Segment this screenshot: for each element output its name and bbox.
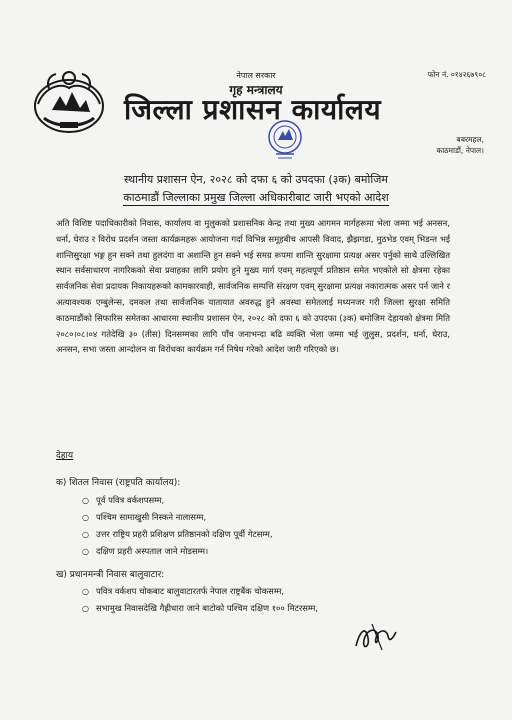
office-name: जिल्ला प्रशासन कार्यालय: [124, 93, 382, 126]
office-stamp-icon: [266, 118, 304, 162]
section-b-heading: ख) प्रधानमन्त्री निवास बालुवाटार:: [56, 570, 165, 580]
list-item: ○ उत्तर राष्ट्रिय प्रहरी प्रशिक्षण प्रतिष्ठानको दक्षिण पूर्वी गेटसम्म,: [82, 526, 273, 543]
address-line-2: काठमाडौं, नेपाल।: [436, 146, 484, 155]
document-title-line-1: स्थानीय प्रशासन ऐन, २०२८ को दफा ६ को उपदफा (३क) बमोजिम: [124, 173, 388, 186]
signature-icon: [352, 620, 400, 654]
list-item: ○ पवित्र वर्कशप चोकबाट बालुवाटारतर्फ नेपाल राष्ट्रबैंक चोकसम्म,: [82, 583, 318, 600]
address-line-1: बबरमहल,: [456, 135, 484, 144]
section-a-list: [82, 492, 273, 560]
list-item: ○ पूर्व पवित्र वर्कशपसम्म,: [82, 492, 273, 509]
reference-number: फोन नं. ०१४२६७९०८: [427, 70, 486, 79]
list-item: ○ पश्चिम सामाखुसी निस्कने नालासम्म,: [82, 509, 273, 526]
list-item: ○ दक्षिण प्रहरी अस्पताल जाने मोडसम्म।: [82, 543, 273, 560]
dehay-heading: देहाय: [56, 451, 74, 461]
document-title-line-2-text: काठमाडौं जिल्लाका प्रमुख जिल्ला अधिकारीबाट जारी भएको आदेश: [123, 191, 389, 204]
section-a-heading: क) शितल निवास (राष्ट्रपति कार्यालय):: [56, 478, 181, 488]
office-address: [436, 134, 484, 156]
ministry-name: गृह मन्त्रालय: [229, 83, 283, 97]
section-b-list: [82, 583, 318, 617]
list-item: ○ सभामुख निवासदेखि गैह्रीधारा जाने बाटोको पश्चिम दक्षिण १०० मिटरसम्म,: [82, 600, 318, 617]
document-title-line-2: [0, 190, 512, 205]
order-body-paragraph: अति विशिष्ट पदाधिकारीको निवास, कार्यालय वा मुलुकको प्रशासनिक केन्द्र तथा मुख्य आगमन मार्गहरूमा भेला जम्मा भई अनसन, धर्ना, घेराउ र विरोध प्रदर्शन जस्ता कार्यक्रमहरू आयोजना गर्दा विभिन्न समूहबीच आपसी विवाद, झैझगडा, मुठभेड एवम् भिडन्त भई शान्तिसुरक्षा भङ्ग हुन सक्ने तथा हुलदंगा वा अशान्ति हुन सक्ने भई समग्र रूपमा शान्ति सुरक्षामा प्रत्यक्ष असर पर्नुको साथै उल्लिखित स्थान सर्वसाधारण नागरिकको सेवा प्रवाहका लागि प्रयोग हुने मुख्य मार्ग एवम् महत्वपूर्ण प्रतिष्ठान समेत भएकोले सो क्षेत्रमा रहेका सार्वजनिक सेवा प्रदायक निकायहरूको कामकारवाही, सार्वजनिक सम्पत्ति संरक्षण एवम् सुरक्षामा प्रत्यक्ष नकारात्मक असर पर्न जाने र अत्यावश्यक एम्बुलेन्स, दमकल तथा सार्वजनिक यातायात अवरुद्ध हुने अवस्था समेतलाई मध्यनजर गरी जिल्ला सुरक्षा समिति काठमाडौंको सिफारिस समेतका आधारमा स्थानीय प्रशासन ऐन, २०२८ को दफा ६ को उपदफा (३क) बमोजिम देहायको क्षेत्रमा मिति २०८०।०८।०४ गतेदेखि ३० (तीस) दिनसम्मका लागि पाँच जनाभन्दा बढि व्यक्ति भेला जम्मा भई जुलुस, प्रदर्शन, धर्ना, घेराउ, अनसन, सभा जस्ता आन्दोलन वा विरोधका कार्यक्रम गर्न निषेध गरेको आदेश जारी गरिएको छ।: [56, 218, 450, 355]
government-name: नेपाल सरकार: [236, 71, 276, 80]
